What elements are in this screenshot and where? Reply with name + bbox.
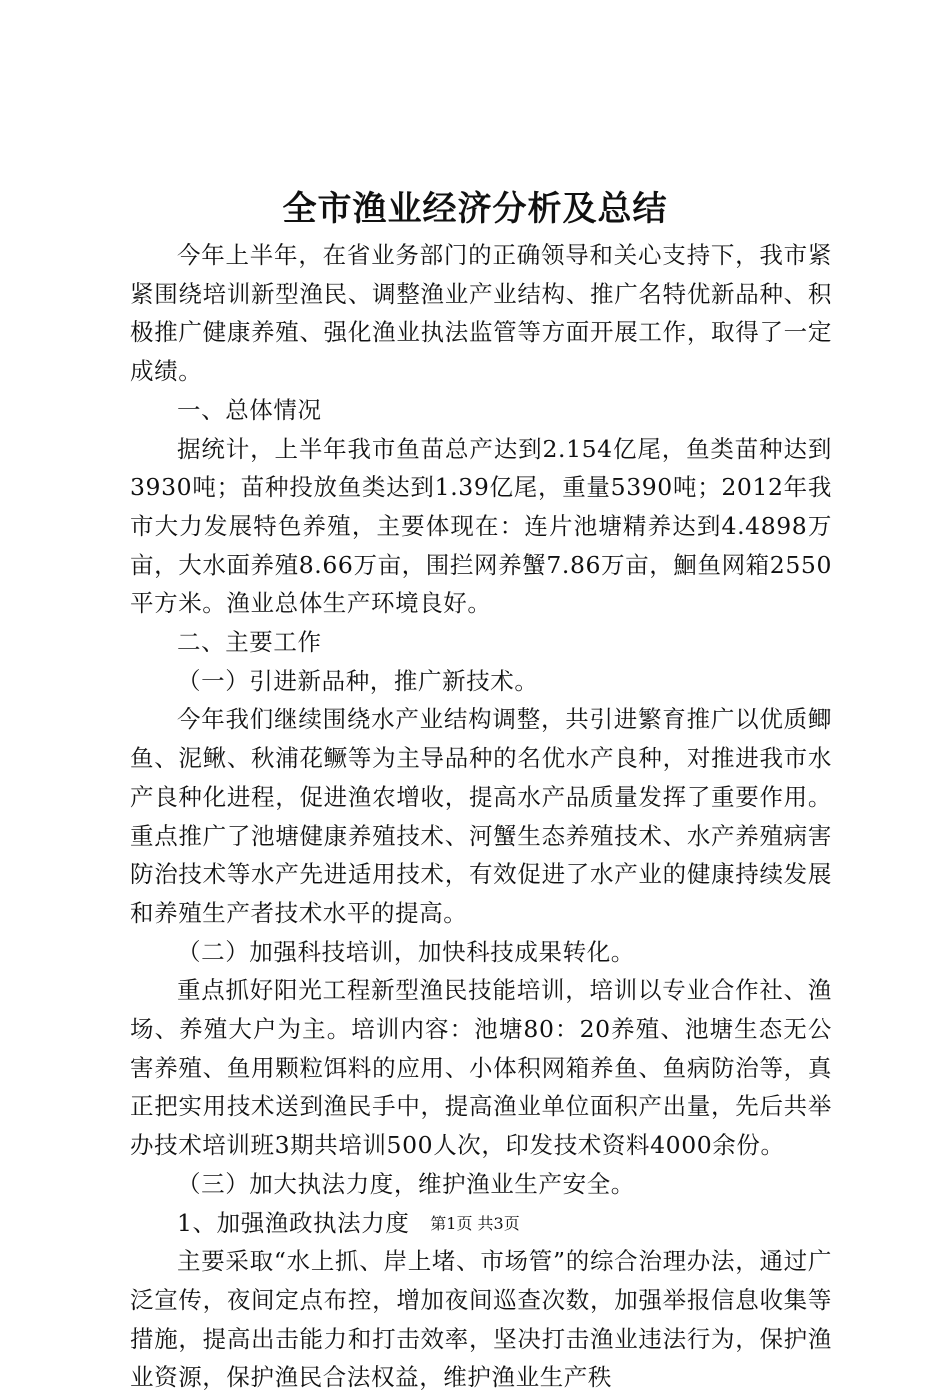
page-footer: 第1页 共3页 [430,1214,520,1233]
item-enforcement-1: 1、加强渔政执法力度 [177,1208,410,1237]
paragraph-training: 重点抓好阳光工程新型渔民技能培训，培训以专业合作社、渔场、养殖大户为主。培训内容：池塘80：20养殖、池塘生态无公害养殖、鱼用颗粒饵料的应用、小体积网箱养鱼、鱼病防治等，真正把实用技术送到渔民手中，提高渔业单位面积产出量，先后共举办技术培训班3期共培训500人次，印发技术资料4000余份。 [130,976,832,1160]
paragraph-new-varieties: 今年我们继续围绕水产业结构调整，共引进繁育推广以优质鲫鱼、泥鳅、秋浦花鳜等为主导品种的名优水产良种，对推进我市水产良种化进程，促进渔农增收，提高水产品质量发挥了重要作用。重点推广了池塘健康养殖技术、河蟹生态养殖技术、水产养殖病害防治技术等水产先进适用技术，有效促进了水产业的健康持续发展和养殖生产者技术水平的提高。 [130,705,832,927]
paragraph-statistics: 据统计，上半年我市鱼苗总产达到2.154亿尾，鱼类苗种达到3930吨；苗种投放鱼类达到1.39亿尾，重量5390吨；2012年我市大力发展特色养殖，主要体现在：连片池塘精养达到4.4898万亩，大水面养殖8.66万亩，围拦网养蟹7.86万亩，鮰鱼网箱2550平方米。渔业总体生产环境良好。 [130,434,832,618]
subheading-training: （二）加强科技培训，加快科技成果转化。 [177,937,635,966]
heading-main-work: 二、主要工作 [177,628,322,657]
subheading-enforcement: （三）加大执法力度，维护渔业生产安全。 [177,1169,635,1198]
paragraph-intro: 今年上半年，在省业务部门的正确领导和关心支持下，我市紧紧围绕培训新型渔民、调整渔业产业结构、推广名特优新品种、积极推广健康养殖、强化渔业执法监管等方面开展工作，取得了一定成绩。 [130,241,832,386]
subheading-new-varieties: （一）引进新品种，推广新技术。 [177,666,539,695]
paragraph-enforcement: 主要采取“水上抓、岸上堵、市场管”的综合治理办法，通过广泛宣传，夜间定点布控，增加夜间巡查次数，加强举报信息收集等措施，提高出击能力和打击效率，坚决打击渔业违法行为，保护渔业资源，保护渔民合法权益，维护渔业生产秩 [130,1247,832,1392]
heading-overview: 一、总体情况 [177,395,322,424]
document-title: 全市渔业经济分析及总结 [282,189,668,229]
